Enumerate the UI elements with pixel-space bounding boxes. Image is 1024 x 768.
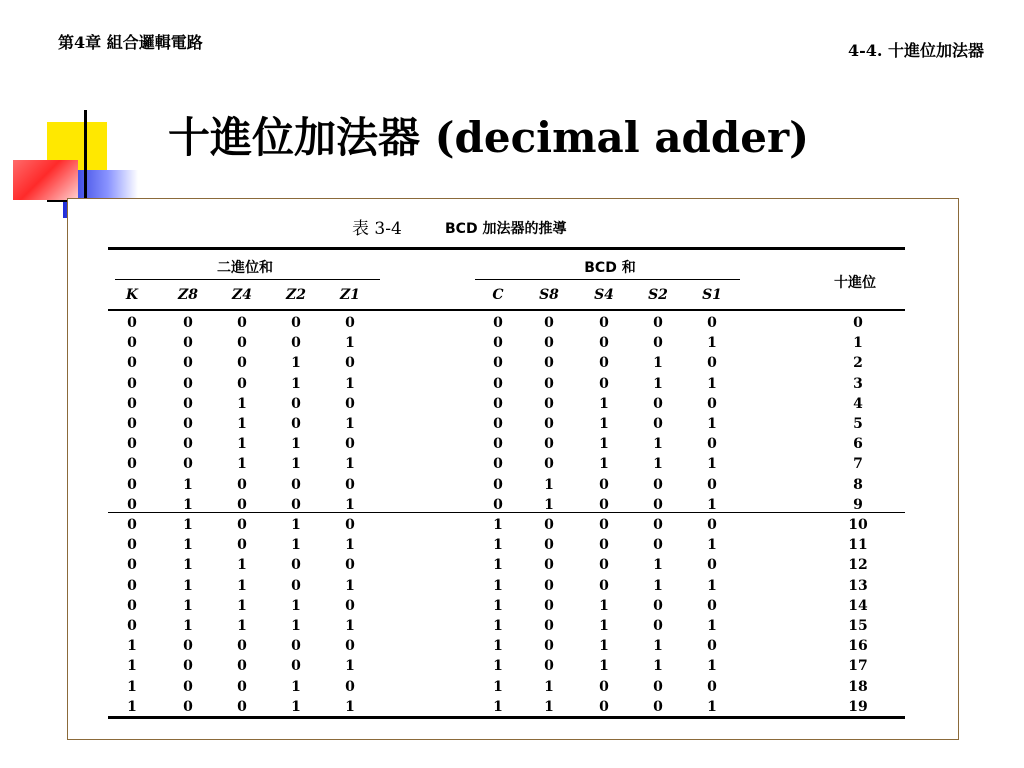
column-header-k: K — [125, 287, 139, 303]
binary-cell: 0 — [345, 476, 355, 493]
bcd-cell: 0 — [544, 658, 554, 675]
column-header-s1: S1 — [702, 287, 722, 303]
binary-cell: 1 — [183, 618, 193, 634]
binary-cell: 0 — [345, 597, 355, 614]
binary-cell: 0 — [127, 315, 137, 331]
binary-cell: 1 — [291, 517, 301, 533]
bcd-cell: 1 — [493, 517, 503, 533]
binary-cell: 0 — [291, 395, 301, 412]
bcd-cell: 0 — [653, 416, 663, 432]
bcd-cell: 0 — [653, 698, 663, 715]
binary-cell: 0 — [183, 395, 193, 412]
binary-cell: 1 — [237, 597, 247, 614]
binary-cell: 0 — [345, 355, 355, 372]
binary-cell: 1 — [345, 335, 355, 352]
column-header-z2: Z2 — [286, 287, 306, 303]
decimal-cell: 18 — [848, 678, 868, 695]
binary-cell: 1 — [183, 476, 193, 493]
bcd-cell: 1 — [544, 496, 554, 513]
binary-cell: 0 — [127, 456, 137, 473]
binary-cell: 1 — [183, 517, 193, 533]
binary-cell: 1 — [183, 597, 193, 614]
bcd-cell: 0 — [493, 436, 503, 453]
binary-group-rule — [115, 279, 380, 280]
bcd-cell: 0 — [653, 335, 663, 352]
bcd-cell: 1 — [599, 658, 609, 675]
bcd-cell: 0 — [653, 496, 663, 513]
binary-cell: 1 — [345, 658, 355, 675]
bcd-cell: 1 — [707, 537, 717, 554]
column-header-s8: S8 — [539, 287, 559, 303]
binary-cell: 1 — [291, 678, 301, 695]
binary-cell: 1 — [237, 456, 247, 473]
bcd-cell: 0 — [707, 395, 717, 412]
binary-cell: 0 — [291, 577, 301, 594]
bcd-cell: 0 — [707, 355, 717, 372]
binary-cell: 0 — [127, 375, 137, 392]
binary-cell: 0 — [183, 375, 193, 392]
bcd-cell: 0 — [544, 537, 554, 554]
binary-cell: 0 — [237, 658, 247, 675]
binary-cell: 1 — [291, 537, 301, 554]
bcd-cell: 1 — [653, 436, 663, 453]
bcd-cell: 1 — [653, 456, 663, 473]
binary-cell: 1 — [127, 678, 137, 695]
binary-cell: 1 — [345, 698, 355, 715]
bcd-cell: 0 — [544, 517, 554, 533]
bcd-cell: 0 — [544, 315, 554, 331]
group-header-binary: 二進位和 — [217, 260, 273, 276]
binary-cell: 0 — [183, 315, 193, 331]
binary-cell: 0 — [127, 395, 137, 412]
column-header-z1: Z1 — [340, 287, 360, 303]
decimal-cell: 14 — [848, 597, 868, 614]
bcd-cell: 0 — [653, 517, 663, 533]
bcd-cell: 0 — [493, 416, 503, 432]
binary-cell: 1 — [127, 638, 137, 655]
column-header-s2: S2 — [648, 287, 668, 303]
decimal-cell: 6 — [853, 436, 863, 453]
binary-cell: 0 — [237, 698, 247, 715]
binary-cell: 0 — [127, 416, 137, 432]
decimal-header: 十進位 — [834, 275, 876, 291]
binary-cell: 1 — [345, 618, 355, 634]
binary-cell: 0 — [237, 476, 247, 493]
bcd-cell: 1 — [653, 557, 663, 574]
bcd-cell: 1 — [493, 658, 503, 675]
bcd-cell: 1 — [599, 456, 609, 473]
binary-cell: 1 — [183, 496, 193, 513]
chapter-header: 第4章 組合邏輯電路 — [58, 33, 203, 52]
binary-cell: 1 — [237, 416, 247, 432]
binary-cell: 0 — [345, 517, 355, 533]
decimal-cell: 11 — [848, 537, 868, 554]
decimal-cell: 5 — [853, 416, 863, 432]
binary-cell: 0 — [345, 678, 355, 695]
binary-cell: 0 — [237, 517, 247, 533]
binary-cell: 1 — [345, 416, 355, 432]
bcd-cell: 1 — [493, 597, 503, 614]
binary-cell: 1 — [345, 496, 355, 513]
red-square-decoration — [13, 160, 78, 200]
decimal-cell: 9 — [853, 496, 863, 513]
bcd-cell: 0 — [493, 395, 503, 412]
bcd-cell: 0 — [653, 618, 663, 634]
bcd-cell: 0 — [599, 678, 609, 695]
bcd-cell: 0 — [544, 638, 554, 655]
header-bottom-rule — [108, 309, 905, 311]
binary-cell: 1 — [237, 395, 247, 412]
binary-cell: 0 — [237, 375, 247, 392]
decimal-cell: 3 — [853, 375, 863, 392]
decimal-cell: 4 — [853, 395, 863, 412]
bcd-cell: 0 — [493, 496, 503, 513]
bcd-cell: 1 — [707, 658, 717, 675]
binary-cell: 0 — [183, 355, 193, 372]
bcd-cell: 0 — [653, 597, 663, 614]
binary-cell: 0 — [127, 597, 137, 614]
binary-cell: 0 — [237, 537, 247, 554]
binary-cell: 1 — [345, 375, 355, 392]
slide-decoration — [0, 0, 150, 230]
bcd-cell: 0 — [707, 517, 717, 533]
decimal-cell: 10 — [848, 517, 868, 533]
binary-cell: 0 — [183, 678, 193, 695]
bcd-cell: 0 — [599, 335, 609, 352]
bottom-rule — [108, 716, 905, 719]
bcd-cell: 0 — [493, 476, 503, 493]
binary-cell: 1 — [291, 375, 301, 392]
bcd-cell: 1 — [493, 698, 503, 715]
bcd-cell: 0 — [599, 517, 609, 533]
bcd-cell: 1 — [544, 476, 554, 493]
bcd-cell: 1 — [493, 638, 503, 655]
bcd-cell: 1 — [599, 416, 609, 432]
bcd-cell: 0 — [544, 557, 554, 574]
binary-cell: 0 — [127, 537, 137, 554]
bcd-cell: 1 — [707, 416, 717, 432]
binary-cell: 1 — [237, 557, 247, 574]
bcd-cell: 0 — [544, 456, 554, 473]
decimal-cell: 2 — [853, 355, 863, 372]
bcd-cell: 1 — [599, 638, 609, 655]
binary-cell: 0 — [291, 476, 301, 493]
bcd-cell: 0 — [544, 618, 554, 634]
binary-cell: 1 — [291, 355, 301, 372]
bcd-cell: 0 — [544, 597, 554, 614]
group-header-bcd: BCD 和 — [584, 260, 636, 276]
decimal-cell: 7 — [853, 456, 863, 473]
bcd-cell: 1 — [599, 597, 609, 614]
column-header-c: C — [492, 287, 504, 303]
bcd-cell: 0 — [493, 375, 503, 392]
bcd-cell: 1 — [707, 698, 717, 715]
bcd-cell: 0 — [653, 678, 663, 695]
binary-cell: 0 — [127, 557, 137, 574]
bcd-cell: 0 — [544, 416, 554, 432]
bcd-cell: 0 — [707, 597, 717, 614]
binary-cell: 0 — [291, 496, 301, 513]
bcd-cell: 0 — [493, 335, 503, 352]
bcd-cell: 1 — [493, 678, 503, 695]
bcd-cell: 1 — [493, 577, 503, 594]
binary-cell: 0 — [345, 436, 355, 453]
bcd-cell: 0 — [599, 557, 609, 574]
binary-cell: 1 — [291, 698, 301, 715]
binary-cell: 0 — [127, 335, 137, 352]
bcd-cell: 0 — [493, 456, 503, 473]
binary-cell: 0 — [183, 335, 193, 352]
bcd-cell: 1 — [493, 618, 503, 634]
table-caption-text: BCD 加法器的推導 — [445, 221, 567, 237]
bcd-cell: 1 — [707, 456, 717, 473]
binary-cell: 0 — [127, 496, 137, 513]
binary-cell: 0 — [237, 315, 247, 331]
bcd-cell: 0 — [544, 375, 554, 392]
binary-cell: 0 — [237, 496, 247, 513]
bcd-cell: 0 — [544, 577, 554, 594]
binary-cell: 0 — [291, 416, 301, 432]
table-caption-number: 表 3-4 — [352, 219, 402, 239]
bcd-cell: 0 — [707, 678, 717, 695]
binary-cell: 0 — [127, 436, 137, 453]
bcd-cell: 1 — [707, 496, 717, 513]
decimal-cell: 19 — [848, 698, 868, 715]
bcd-cell: 1 — [653, 375, 663, 392]
binary-cell: 0 — [183, 658, 193, 675]
bcd-cell: 0 — [544, 395, 554, 412]
bcd-cell: 0 — [707, 638, 717, 655]
bcd-cell: 1 — [653, 355, 663, 372]
binary-cell: 0 — [127, 517, 137, 533]
binary-cell: 0 — [183, 436, 193, 453]
binary-cell: 1 — [183, 557, 193, 574]
binary-cell: 0 — [127, 355, 137, 372]
binary-cell: 1 — [237, 577, 247, 594]
decimal-cell: 16 — [848, 638, 868, 655]
column-header-z4: Z4 — [232, 287, 252, 303]
decimal-cell: 15 — [848, 618, 868, 634]
decimal-cell: 12 — [848, 557, 868, 574]
bcd-cell: 0 — [493, 315, 503, 331]
bcd-cell: 1 — [707, 618, 717, 634]
binary-cell: 0 — [345, 395, 355, 412]
binary-cell: 1 — [345, 456, 355, 473]
bcd-cell: 0 — [599, 355, 609, 372]
bcd-cell: 1 — [599, 618, 609, 634]
binary-cell: 1 — [345, 537, 355, 554]
bcd-cell: 1 — [653, 638, 663, 655]
bcd-cell: 1 — [544, 678, 554, 695]
bcd-group-rule — [475, 279, 740, 280]
binary-cell: 1 — [291, 618, 301, 634]
bcd-cell: 1 — [707, 335, 717, 352]
bcd-cell: 0 — [599, 537, 609, 554]
slide-title: 十進位加法器 (decimal adder) — [168, 113, 810, 162]
decimal-cell: 0 — [853, 315, 863, 331]
column-header-s4: S4 — [594, 287, 614, 303]
section-header: 4-4. 十進位加法器 — [847, 41, 984, 60]
bcd-cell: 1 — [653, 577, 663, 594]
binary-cell: 1 — [183, 537, 193, 554]
bcd-cell: 0 — [599, 496, 609, 513]
bcd-cell: 0 — [599, 698, 609, 715]
bcd-cell: 1 — [544, 698, 554, 715]
bcd-cell: 0 — [707, 436, 717, 453]
binary-cell: 0 — [237, 355, 247, 372]
binary-cell: 0 — [291, 557, 301, 574]
binary-cell: 0 — [237, 678, 247, 695]
binary-cell: 0 — [291, 658, 301, 675]
bcd-cell: 0 — [599, 315, 609, 331]
top-rule — [108, 247, 905, 250]
binary-cell: 0 — [127, 577, 137, 594]
bcd-cell: 1 — [653, 658, 663, 675]
binary-cell: 1 — [291, 456, 301, 473]
binary-cell: 0 — [345, 315, 355, 331]
binary-cell: 1 — [237, 436, 247, 453]
binary-cell: 0 — [237, 335, 247, 352]
binary-cell: 1 — [345, 577, 355, 594]
binary-cell: 0 — [291, 638, 301, 655]
vertical-line-decoration — [84, 110, 87, 210]
binary-cell: 0 — [183, 456, 193, 473]
binary-cell: 0 — [183, 698, 193, 715]
column-header-z8: Z8 — [178, 287, 198, 303]
bcd-cell: 0 — [599, 375, 609, 392]
binary-cell: 1 — [291, 436, 301, 453]
decimal-cell: 1 — [853, 335, 863, 352]
bcd-cell: 0 — [653, 537, 663, 554]
bcd-cell: 0 — [599, 577, 609, 594]
binary-cell: 0 — [183, 416, 193, 432]
bcd-cell: 0 — [493, 355, 503, 372]
binary-cell: 1 — [127, 698, 137, 715]
binary-cell: 0 — [237, 638, 247, 655]
binary-cell: 0 — [291, 335, 301, 352]
bcd-cell: 1 — [599, 436, 609, 453]
decimal-cell: 17 — [848, 658, 868, 675]
bcd-cell: 0 — [544, 355, 554, 372]
binary-cell: 1 — [291, 597, 301, 614]
binary-cell: 0 — [345, 557, 355, 574]
bcd-cell: 0 — [653, 476, 663, 493]
bcd-cell: 1 — [599, 395, 609, 412]
bcd-cell: 0 — [599, 476, 609, 493]
binary-cell: 0 — [291, 315, 301, 331]
bcd-cell: 0 — [707, 557, 717, 574]
binary-cell: 0 — [183, 638, 193, 655]
binary-cell: 1 — [127, 658, 137, 675]
binary-cell: 0 — [127, 618, 137, 634]
bcd-cell: 1 — [707, 375, 717, 392]
binary-cell: 0 — [127, 476, 137, 493]
bcd-cell: 1 — [493, 557, 503, 574]
bcd-cell: 0 — [544, 335, 554, 352]
bcd-cell: 1 — [707, 577, 717, 594]
decimal-cell: 13 — [848, 577, 868, 594]
binary-cell: 0 — [345, 638, 355, 655]
bcd-cell: 0 — [653, 395, 663, 412]
binary-cell: 1 — [183, 577, 193, 594]
bcd-cell: 0 — [707, 315, 717, 331]
binary-cell: 1 — [237, 618, 247, 634]
decimal-cell: 8 — [853, 476, 863, 493]
bcd-cell: 0 — [544, 436, 554, 453]
bcd-cell: 1 — [493, 537, 503, 554]
bcd-cell: 0 — [707, 476, 717, 493]
bcd-cell: 0 — [653, 315, 663, 331]
